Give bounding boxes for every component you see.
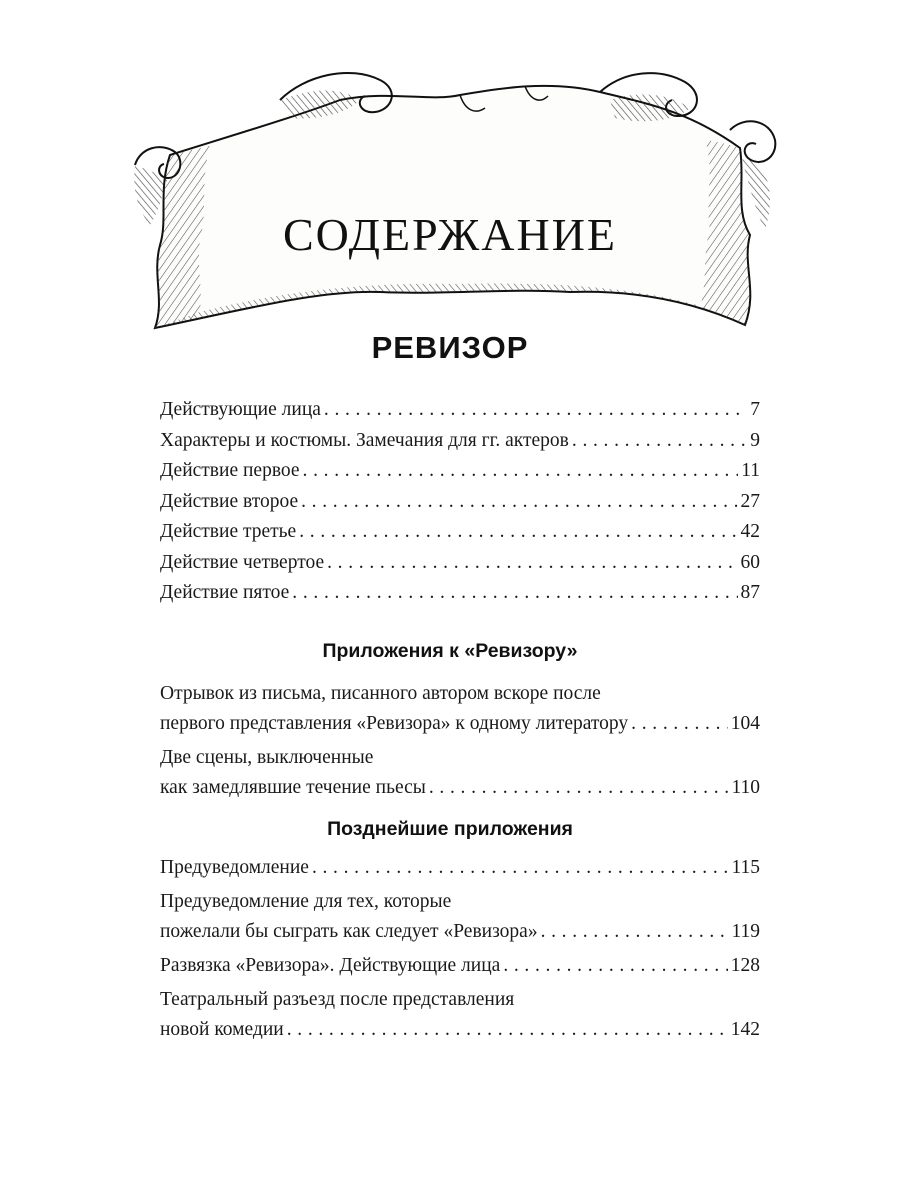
toc-entry[interactable] — [160, 951, 760, 981]
toc-entry-title: Характеры и костюмы. Замечания для гг. актеров — [160, 429, 569, 451]
toc-entry-page: 115 — [731, 857, 760, 878]
toc-entry[interactable] — [160, 679, 760, 739]
toc-entry-title: Действие третье — [160, 521, 297, 542]
later-appendix-heading: Позднейшие приложения — [327, 818, 573, 840]
toc-entry-first-line: Две сцены, выключенные — [160, 747, 374, 768]
toc-entry[interactable] — [160, 517, 760, 548]
toc-entry-title: Действие второе — [160, 490, 299, 512]
toc-entry[interactable] — [160, 887, 760, 947]
toc-entry-title: Предуведомление — [160, 857, 309, 878]
toc-entry-title: Действие пятое — [160, 582, 290, 603]
dot-leader — [299, 517, 737, 547]
toc-entry-page: 128 — [730, 955, 760, 976]
dot-leader — [324, 395, 747, 425]
toc-entry-title: Действие первое — [160, 460, 300, 481]
toc-entry[interactable] — [160, 548, 760, 579]
toc-entry-page: 110 — [731, 777, 760, 798]
toc-entry-first-line: Предуведомление для тех, которые — [160, 891, 452, 912]
main-toc-list — [160, 395, 760, 609]
toc-entry-page: 104 — [730, 713, 760, 734]
scroll-banner-illustration — [130, 60, 780, 350]
dot-leader — [303, 456, 739, 486]
dot-leader — [503, 951, 727, 981]
toc-entry[interactable] — [160, 853, 760, 883]
toc-entry[interactable] — [160, 487, 760, 518]
dot-leader — [572, 426, 747, 456]
dot-leader — [631, 709, 728, 739]
contents-heading: СОДЕРЖАНИЕ — [282, 209, 618, 260]
toc-entry-page: 142 — [730, 1019, 760, 1040]
toc-entry-title: как замедлявшие течение пьесы — [160, 777, 426, 798]
toc-entry-title: новой комедии — [160, 1019, 284, 1040]
toc-entry-first-line: Театральный разъезд после представления — [160, 989, 515, 1010]
appendix-toc-list — [160, 679, 760, 807]
appendix-heading: Приложения к «Ревизору» — [322, 640, 578, 662]
dot-leader — [429, 773, 729, 803]
toc-entry-title: первого представления «Ревизора» к одному литератору — [160, 713, 629, 734]
dot-leader — [327, 548, 737, 578]
dot-leader — [301, 487, 737, 517]
toc-entry-title: Развязка «Ревизора». Действующие лица — [160, 955, 501, 976]
toc-entry[interactable] — [160, 578, 760, 609]
work-title: РЕВИЗОР — [371, 330, 529, 365]
toc-entry-page: 11 — [741, 460, 760, 481]
toc-entry[interactable] — [160, 456, 760, 487]
dot-leader — [541, 917, 729, 947]
dot-leader — [292, 578, 737, 608]
toc-entry-page: 7 — [750, 399, 760, 420]
toc-entry[interactable] — [160, 743, 760, 803]
toc-entry-page: 119 — [731, 921, 760, 942]
toc-entry-page: 9 — [750, 429, 760, 451]
toc-entry[interactable] — [160, 426, 760, 457]
toc-entry[interactable] — [160, 985, 760, 1045]
later-appendix-toc-list — [160, 853, 760, 1049]
toc-entry-page: 87 — [740, 582, 760, 603]
toc-entry-title: Действие четвертое — [160, 551, 325, 573]
dot-leader — [312, 853, 729, 883]
toc-entry-page: 60 — [740, 551, 760, 573]
toc-entry-page: 42 — [740, 521, 760, 542]
toc-entry[interactable] — [160, 395, 760, 426]
toc-entry-title: пожелали бы сыграть как следует «Ревизора» — [160, 921, 538, 942]
toc-entry-first-line: Отрывок из письма, писанного автором вскоре после — [160, 683, 601, 704]
toc-entry-title: Действующие лица — [160, 399, 321, 420]
dot-leader — [287, 1015, 728, 1045]
toc-entry-page: 27 — [740, 490, 760, 512]
